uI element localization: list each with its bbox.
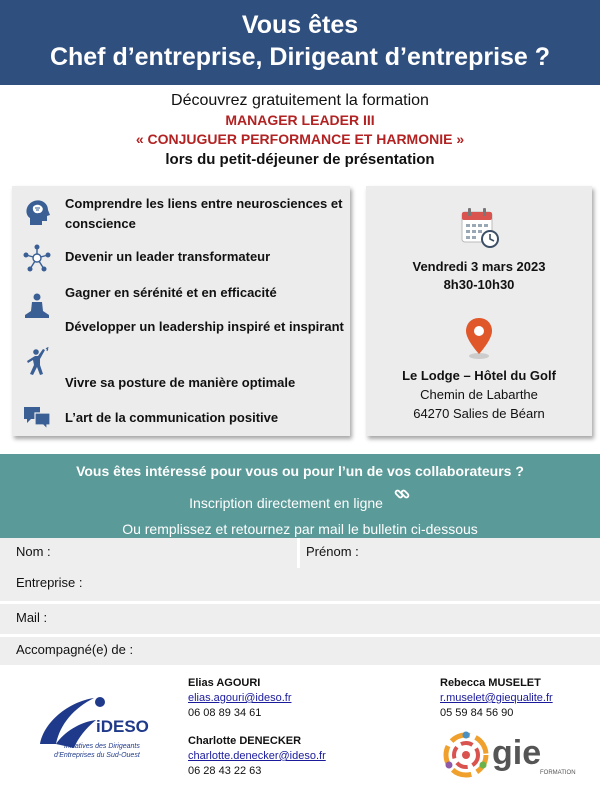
gie-logo [440, 728, 580, 782]
contact-email[interactable]: elias.agouri@ideso.fr [188, 692, 292, 704]
mail-field[interactable]: Mail : [16, 610, 48, 625]
calendar-clock-icon [460, 206, 500, 250]
intro-subline: lors du petit-déjeuner de présentation [165, 151, 435, 168]
contact-muselet [440, 676, 553, 721]
form-row-entreprise [0, 568, 600, 601]
form-divider [297, 538, 300, 568]
brain-head-icon [22, 198, 52, 228]
link-icon[interactable] [393, 485, 411, 503]
form-row-accompagne [0, 634, 600, 665]
form-row-name [0, 538, 600, 568]
entreprise-field[interactable]: Entreprise : [16, 575, 83, 590]
contact-phone: 05 59 84 56 90 [440, 707, 514, 719]
benefit-text: Comprendre les liens entre neurosciences et conscience [65, 196, 343, 231]
benefit-text: Développer un leadership inspiré et inspirant [65, 319, 344, 334]
gie-subtitle: FORMATION [540, 770, 576, 776]
benefit-text: Gagner en sérénité et en efficacité [65, 285, 277, 300]
meditation-icon [22, 291, 52, 321]
ideso-name: iDESO [96, 717, 149, 736]
event-date [366, 258, 592, 294]
contact-denecker [188, 734, 326, 779]
gie-name: gie [492, 734, 542, 772]
nom-field[interactable]: Nom : [16, 544, 51, 559]
map-pin-icon [464, 316, 494, 360]
event-location [366, 366, 592, 423]
prenom-field[interactable]: Prénom : [306, 544, 359, 559]
contact-email[interactable]: r.muselet@giequalite.fr [440, 692, 553, 704]
event-panel [366, 186, 592, 436]
ideso-logo [34, 692, 174, 762]
signup-question: Vous êtes intéressé pour vous ou pour l’un de vos collaborateurs ? [76, 463, 524, 479]
intro [0, 90, 600, 170]
benefit-text: L’art de la communication positive [65, 410, 279, 425]
header-line-2: Chef d’entreprise, Dirigeant d’entreprise ? [49, 43, 551, 71]
network-icon [22, 243, 52, 273]
signup-online-link[interactable]: Inscription directement en ligne [189, 495, 383, 511]
contact-agouri [188, 676, 292, 721]
contact-name: Rebecca MUSELET [440, 677, 541, 689]
signup-mail-text: Ou remplissez et retournez par mail le bulletin ci-dessous [122, 521, 478, 537]
header-line-1: Vous êtes [241, 11, 359, 39]
contact-name: Elias AGOURI [188, 677, 261, 689]
benefit-text: Devenir un leader transformateur [65, 249, 271, 264]
program-tagline: « CONJUGUER PERFORMANCE ET HARMONIE » [135, 131, 465, 147]
form-row-mail [0, 601, 600, 634]
venue-city: 64270 Salies de Béarn [413, 406, 545, 421]
contact-phone: 06 08 89 34 61 [188, 707, 262, 719]
signup-banner [0, 454, 600, 538]
event-time: 8h30-10h30 [443, 277, 515, 292]
contact-name: Charlotte DENECKER [188, 735, 302, 747]
intro-line: Découvrez gratuitement la formation [171, 92, 429, 109]
ideso-subtitle-2: d'Entreprises du Sud-Ouest [54, 752, 140, 759]
header-banner [0, 0, 600, 85]
benefit-text: Vivre sa posture de manière optimale [65, 375, 296, 390]
contact-email[interactable]: charlotte.denecker@ideso.fr [188, 750, 326, 762]
contact-phone: 06 28 43 22 63 [188, 765, 262, 777]
program-name: MANAGER LEADER III [225, 112, 375, 128]
venue-street: Chemin de Labarthe [420, 387, 538, 402]
venue-name: Le Lodge – Hôtel du Golf [402, 368, 556, 383]
signup-online-row [0, 491, 600, 513]
speech-bubbles-icon [22, 402, 52, 432]
accompagne-field[interactable]: Accompagné(e) de : [16, 642, 134, 657]
person-reaching-icon [22, 347, 52, 377]
benefits-panel [12, 186, 350, 436]
event-day: Vendredi 3 mars 2023 [412, 259, 546, 274]
ideso-subtitle-1: Initiatives des Dirigeants [64, 743, 140, 750]
